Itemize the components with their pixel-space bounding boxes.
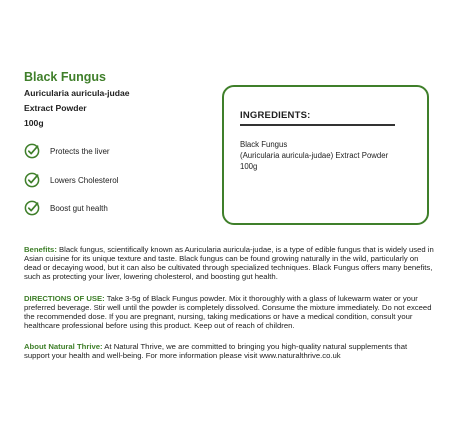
ingredients-divider	[240, 124, 395, 126]
about-text: At Natural Thrive, we are committed to bringing you high-quality natural supplements that support your health and well-being. For more information please visit www.naturalthrive.co.uk	[24, 342, 408, 360]
benefits-text: Black fungus, scientifically known as Auricularia auricula-judae, is a type of edible fungus that is widely used in Asian cuisine for its unique texture and taste. Black fungus can be found growing naturally in the wild, particularly on dead or decaying wood, but it can also be cultivated through specialized techniques. Black Fungus offers many benefits, such as protecting your liver, lowering cholesterol, and boosting gut health.	[24, 245, 434, 281]
directions-paragraph	[24, 294, 434, 330]
check-circle-icon	[24, 200, 40, 216]
product-weight: 100g	[24, 118, 44, 128]
benefit-label: Boost gut health	[50, 203, 108, 213]
ingredients-title: INGREDIENTS:	[240, 110, 311, 121]
benefit-label: Protects the liver	[50, 146, 110, 156]
benefits-paragraph	[24, 245, 434, 281]
directions-label: DIRECTIONS OF USE:	[24, 294, 105, 303]
product-latin-name: Auricularia auricula-judae	[24, 88, 130, 98]
ingredient-line: Black Fungus	[240, 140, 288, 149]
benefit-label: Lowers Cholesterol	[50, 175, 119, 185]
check-circle-icon	[24, 143, 40, 159]
benefit-item-liver	[24, 143, 110, 159]
ingredients-box	[222, 85, 429, 225]
ingredient-line: (Auricularia auricula-judae) Extract Powder	[240, 151, 389, 160]
product-name: Black Fungus	[24, 70, 106, 84]
about-label: About Natural Thrive:	[24, 342, 103, 351]
benefit-item-gut	[24, 200, 108, 216]
benefits-label: Benefits:	[24, 245, 57, 254]
check-circle-icon	[24, 172, 40, 188]
directions-text: Take 3-5g of Black Fungus powder. Mix it thoroughly with a glass of lukewarm water or your preferred beverage. Stir well until the powder is completely dissolved. Consume the mixture immediately. Do not exceed the recommended dose. If you are pregnant, nursing, taking medications or have a medical condition, consult your healthcare professional before using this product. Keep out of reach of children.	[24, 294, 432, 330]
product-form: Extract Powder	[24, 103, 87, 113]
benefit-item-cholesterol	[24, 172, 118, 188]
ingredient-line: 100g	[240, 162, 258, 171]
about-paragraph	[24, 342, 434, 360]
